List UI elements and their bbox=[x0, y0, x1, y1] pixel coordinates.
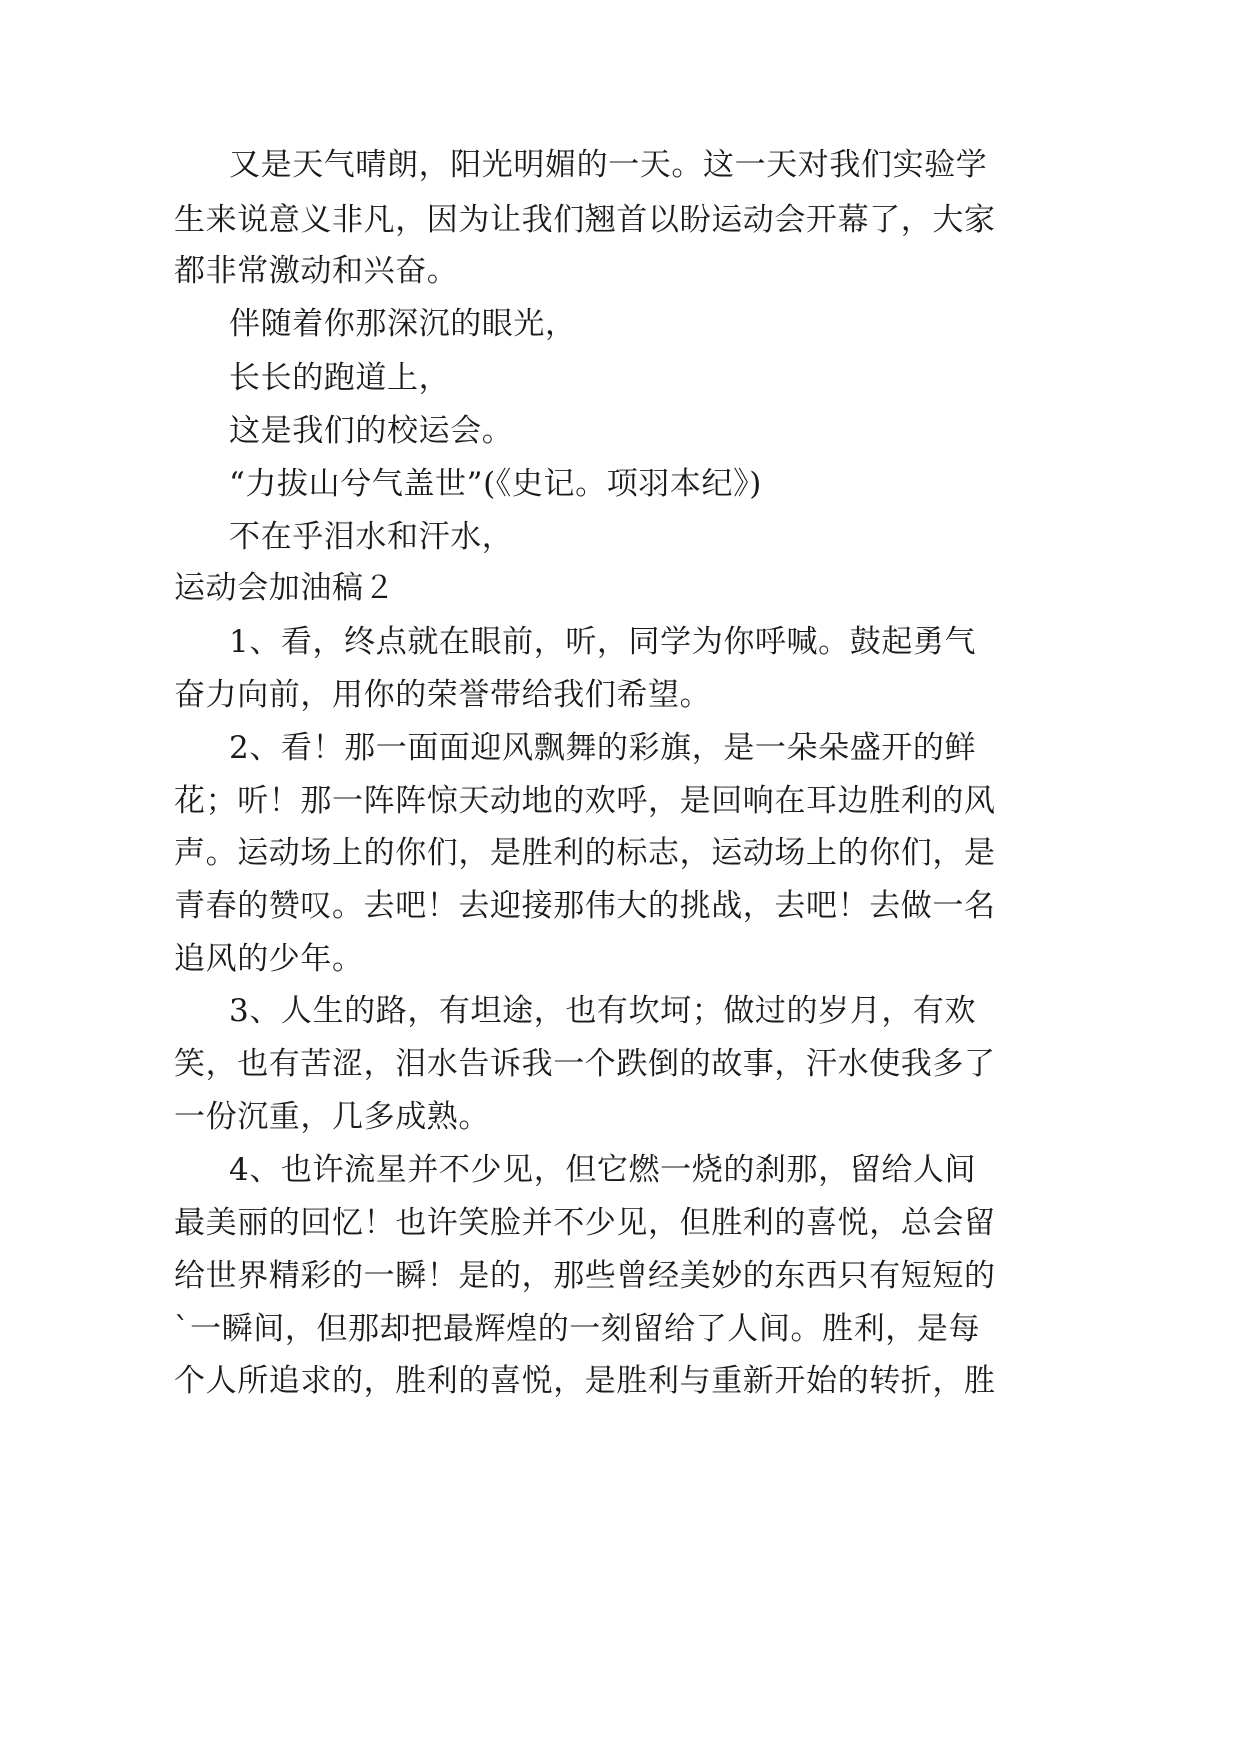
text-line: 给世界精彩的一瞬！是的，那些曾经美妙的东西只有短短的 bbox=[174, 1258, 996, 1294]
text-line: 生来说意义非凡，因为让我们翘首以盼运动会开幕了，大家 bbox=[174, 202, 996, 238]
text-line: 声。运动场上的你们，是胜利的标志，运动场上的你们，是 bbox=[174, 835, 996, 871]
text-line: `一瞬间，但那却把最辉煌的一刻留给了人间。胜利，是每 bbox=[174, 1311, 981, 1347]
text-line: “力拔山兮气盖世”(《史记。项羽本纪》) bbox=[229, 466, 762, 502]
text-line: 4、也许流星并不少见，但它燃一烧的刹那，留给人间 bbox=[229, 1152, 977, 1188]
text-line: 追风的少年。 bbox=[174, 941, 364, 977]
text-line: 2、看！那一面面迎风飘舞的彩旗，是一朵朵盛开的鲜 bbox=[229, 730, 977, 766]
text-line: 青春的赞叹。去吧！去迎接那伟大的挑战，去吧！去做一名 bbox=[174, 888, 996, 924]
text-line: 花；听！那一阵阵惊天动地的欢呼，是回响在耳边胜利的风 bbox=[174, 783, 996, 819]
text-line: 最美丽的回忆！也许笑脸并不少见，但胜利的喜悦，总会留 bbox=[174, 1205, 996, 1241]
text-line: 3、人生的路，有坦途，也有坎坷；做过的岁月，有欢 bbox=[229, 993, 977, 1029]
text-line: 奋力向前，用你的荣誉带给我们希望。 bbox=[174, 677, 712, 713]
text-line: 笑，也有苦涩，泪水告诉我一个跌倒的故事，汗水使我多了 bbox=[174, 1046, 996, 1082]
text-line: 又是天气晴朗，阳光明媚的一天。这一天对我们实验学 bbox=[229, 147, 988, 183]
text-line: 不在乎泪水和汗水， bbox=[229, 519, 514, 555]
text-line: 这是我们的校运会。 bbox=[229, 413, 514, 449]
text-line: 伴随着你那深沉的眼光， bbox=[229, 306, 577, 342]
text-line: 一份沉重，几多成熟。 bbox=[174, 1099, 490, 1135]
section-heading: 运动会加油稿２ bbox=[174, 570, 396, 606]
text-line: 长长的跑道上， bbox=[229, 360, 451, 396]
text-line: 个人所追求的，胜利的喜悦，是胜利与重新开始的转折，胜 bbox=[174, 1363, 996, 1399]
text-line: 1、看，终点就在眼前，听，同学为你呼喊。鼓起勇气 bbox=[229, 624, 977, 660]
text-line: 都非常激动和兴奋。 bbox=[174, 253, 459, 289]
